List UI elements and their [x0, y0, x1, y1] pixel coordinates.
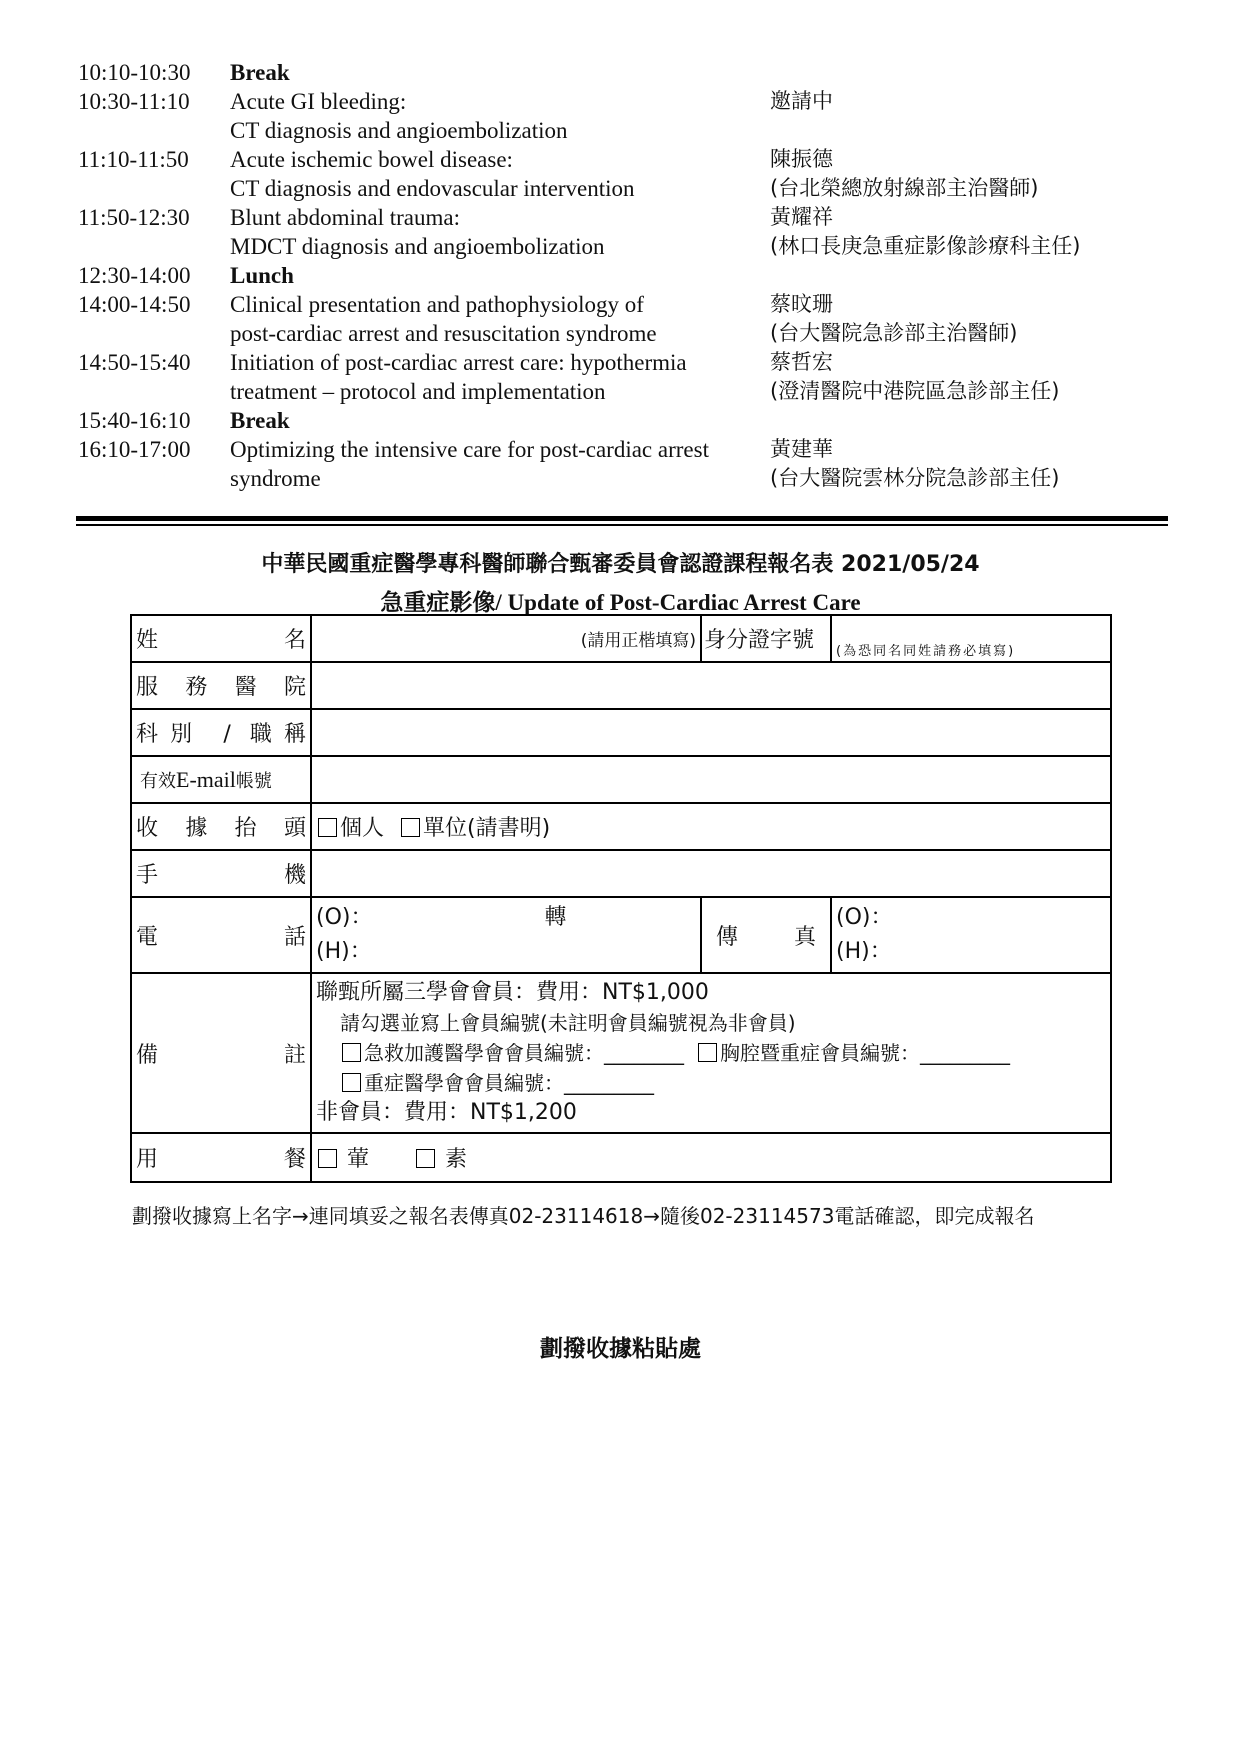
schedule-speaker: 蔡哲宏	[770, 350, 833, 374]
schedule-topic: Acute ischemic bowel disease:	[230, 147, 513, 172]
phone-label: 電 話	[131, 897, 311, 973]
schedule-speaker: 邀請中	[770, 89, 833, 113]
schedule-speaker: 陳振德	[770, 147, 833, 171]
schedule-row	[78, 348, 1168, 377]
schedule-row	[78, 377, 1168, 406]
hospital-label: 服 務 醫 院	[131, 662, 311, 709]
schedule-speaker	[770, 116, 1168, 145]
course-schedule	[78, 58, 1168, 493]
schedule-row	[78, 319, 1168, 348]
row-meal	[131, 1133, 1111, 1182]
schedule-time: 10:30-11:10	[78, 89, 190, 114]
schedule-speaker: (澄清醫院中港院區急診部主任)	[770, 379, 1060, 403]
schedule-row	[78, 406, 1168, 435]
schedule-time: 11:50-12:30	[78, 205, 190, 230]
schedule-speaker	[770, 261, 1168, 290]
id-hint: (為恐同名同姓請務必填寫)	[836, 644, 1016, 659]
row-mobile	[131, 850, 1111, 897]
meal-veg-checkbox[interactable]	[416, 1149, 435, 1168]
divider-thick	[76, 516, 1168, 521]
registration-instruction: 劃撥收據寫上名字→連同填妥之報名表傳真02-23114618→隨後02-23114573電話確認，即完成報名	[132, 1204, 1035, 1228]
receipt-field: 個人 單位(請書明)	[311, 803, 1111, 850]
dept-label: 科別 / 職稱	[131, 709, 311, 756]
remark-label: 備 註	[131, 973, 311, 1133]
schedule-speaker: (台北榮總放射線部主治醫師)	[770, 176, 1039, 200]
schedule-time	[78, 464, 230, 493]
schedule-row	[78, 145, 1168, 174]
schedule-topic: Initiation of post-cardiac arrest care: hypothermia	[230, 350, 687, 375]
schedule-speaker	[770, 58, 1168, 87]
schedule-row	[78, 232, 1168, 261]
schedule-row	[78, 435, 1168, 464]
form-title: 中華民國重症醫學專科醫師聯合甄審委員會認證課程報名表 2021/05/24	[261, 552, 980, 577]
remark-field: 聯甄所屬三學會會員：費用：NT$1,000 請勾選並寫上會員編號(未註明會員編號視為非會員) 急救加護醫學會會員編號：________ 胸腔暨重症會員編號：_________ 重症醫學會會員編號：_________ 非會員：費用：NT$1,200	[311, 973, 1111, 1133]
row-remark	[131, 973, 1111, 1133]
schedule-topic: treatment – protocol and implementation	[230, 379, 606, 404]
schedule-topic: Optimizing the intensive care for post-cardiac arrest	[230, 437, 709, 462]
schedule-topic: CT diagnosis and endovascular intervention	[230, 176, 635, 201]
schedule-topic: Blunt abdominal trauma:	[230, 205, 460, 230]
mobile-field[interactable]	[311, 850, 1111, 897]
schedule-row	[78, 58, 1168, 87]
schedule-speaker	[770, 406, 1168, 435]
schedule-time: 11:10-11:50	[78, 147, 189, 172]
schedule-row	[78, 464, 1168, 493]
divider-thin	[76, 524, 1168, 526]
row-email	[131, 756, 1111, 803]
receipt-personal-checkbox[interactable]	[318, 818, 337, 837]
schedule-time: 15:40-16:10	[78, 408, 191, 433]
schedule-time: 16:10-17:00	[78, 437, 191, 462]
phone-field[interactable]: (O)： 轉 (H)：	[311, 897, 701, 973]
receipt-unit-checkbox[interactable]	[401, 818, 420, 837]
schedule-time	[78, 232, 230, 261]
row-hospital	[131, 662, 1111, 709]
schedule-row	[78, 116, 1168, 145]
schedule-time: 12:30-14:00	[78, 263, 191, 288]
schedule-row	[78, 261, 1168, 290]
schedule-time: 10:10-10:30	[78, 60, 191, 85]
hospital-field[interactable]	[311, 662, 1111, 709]
schedule-time	[78, 319, 230, 348]
remark-checkbox-2[interactable]	[698, 1043, 717, 1062]
mobile-label: 手 機	[131, 850, 311, 897]
name-hint: (請用正楷填寫)	[580, 631, 696, 651]
id-field[interactable]	[831, 615, 1111, 662]
remark-checkbox-1[interactable]	[342, 1043, 361, 1062]
schedule-topic: MDCT diagnosis and angioembolization	[230, 234, 605, 259]
schedule-row	[78, 174, 1168, 203]
name-field[interactable]	[311, 615, 701, 662]
fax-label: 傳 真	[701, 897, 831, 973]
schedule-topic: CT diagnosis and angioembolization	[230, 118, 568, 143]
schedule-row	[78, 203, 1168, 232]
schedule-time	[78, 116, 230, 145]
schedule-speaker: 黃建華	[770, 437, 833, 461]
meal-field: 葷 素	[311, 1133, 1111, 1182]
row-receipt	[131, 803, 1111, 850]
schedule-row	[78, 87, 1168, 116]
registration-form	[130, 614, 1112, 1183]
email-field[interactable]	[311, 756, 1111, 803]
schedule-topic: Acute GI bleeding:	[230, 89, 407, 114]
schedule-speaker: 蔡旼珊	[770, 292, 833, 316]
schedule-time	[78, 174, 230, 203]
email-label: 有效E-mail帳號	[131, 756, 311, 803]
meal-label: 用 餐	[131, 1133, 311, 1182]
meal-meat-checkbox[interactable]	[318, 1149, 337, 1168]
schedule-speaker: (台大醫院急診部主治醫師)	[770, 321, 1018, 345]
schedule-topic: syndrome	[230, 466, 321, 491]
schedule-speaker: (林口長庚急重症影像診療科主任)	[770, 234, 1081, 258]
schedule-topic: Break	[230, 408, 290, 433]
receipt-paste-area: 劃撥收據粘貼處	[540, 1336, 701, 1362]
schedule-topic: Lunch	[230, 263, 294, 288]
form-subtitle: 急重症影像/ Update of Post-Cardiac Arrest Care	[380, 590, 861, 615]
schedule-speaker: (台大醫院雲林分院急診部主任)	[770, 466, 1060, 490]
fax-field[interactable]: (O)： (H)：	[831, 897, 1111, 973]
schedule-speaker: 黃耀祥	[770, 205, 833, 229]
remark-checkbox-3[interactable]	[342, 1073, 361, 1092]
row-name	[131, 615, 1111, 662]
dept-field[interactable]	[311, 709, 1111, 756]
name-label: 姓 名	[131, 615, 311, 662]
receipt-label: 收 據 抬 頭	[131, 803, 311, 850]
schedule-time: 14:50-15:40	[78, 350, 191, 375]
id-label: 身分證字號	[701, 615, 831, 662]
schedule-topic: post-cardiac arrest and resuscitation syndrome	[230, 321, 657, 346]
schedule-time: 14:00-14:50	[78, 292, 191, 317]
row-phone	[131, 897, 1111, 973]
schedule-topic: Clinical presentation and pathophysiology of	[230, 292, 644, 317]
schedule-topic: Break	[230, 60, 290, 85]
row-dept	[131, 709, 1111, 756]
schedule-time	[78, 377, 230, 406]
schedule-row	[78, 290, 1168, 319]
